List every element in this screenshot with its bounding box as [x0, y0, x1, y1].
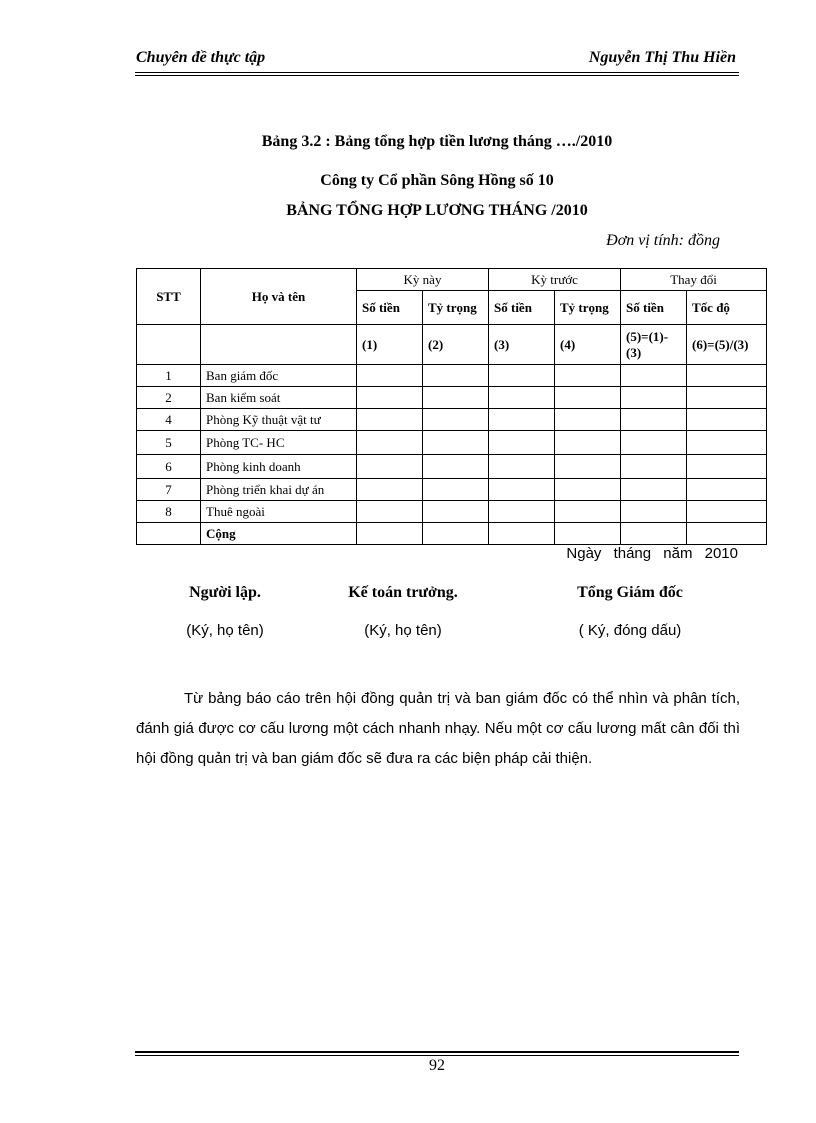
row-stt: 7: [137, 479, 201, 501]
header-rule: [135, 72, 739, 73]
table-row: [137, 409, 767, 431]
row-name: Phòng TC- HC: [201, 431, 357, 455]
row-name: Ban kiểm soát: [201, 387, 357, 409]
group-change: Thay đổi: [621, 269, 767, 291]
sub-amount-previous: Số tiền: [489, 291, 555, 325]
table-row: [137, 501, 767, 523]
row-stt: 5: [137, 431, 201, 455]
group-current-period: Kỳ này: [357, 269, 489, 291]
signature-general-director: Tổng Giám đốc: [577, 584, 683, 601]
signature-note: ( Ký, đóng dấu): [578, 622, 682, 639]
row-name: Phòng kinh doanh: [201, 455, 357, 479]
col-stt: STT: [137, 269, 201, 325]
row-stt: 4: [137, 409, 201, 431]
code-cell: (3): [489, 325, 555, 365]
page-number: 92: [429, 1057, 445, 1074]
signature-preparer: Người lập.: [189, 584, 261, 601]
total-label: Cộng: [201, 523, 357, 545]
row-name: Phòng Kỹ thuật vật tư: [201, 409, 357, 431]
currency-unit: Đơn vị tính: đồng: [606, 232, 720, 249]
sub-amount-current: Số tiền: [357, 291, 423, 325]
row-stt: 2: [137, 387, 201, 409]
header-rule-thin: [135, 75, 739, 76]
footer-rule-thin: [135, 1055, 739, 1056]
table-row: [137, 455, 767, 479]
code-cell: (6)=(5)/(3): [687, 325, 767, 365]
header-author: Nguyễn Thị Thu Hiền: [588, 49, 736, 66]
signature-note: (Ký, họ tên): [186, 622, 264, 639]
code-cell: (2): [423, 325, 489, 365]
header-left-title: Chuyên đề thực tập: [136, 49, 266, 66]
code-cell: (4): [555, 325, 621, 365]
company-name: Công ty Cổ phần Sông Hồng số 10: [320, 172, 554, 189]
row-name: Thuê ngoài: [201, 501, 357, 523]
report-title: BẢNG TỔNG HỢP LƯƠNG THÁNG /2010: [286, 202, 588, 219]
body-paragraph: Từ bảng báo cáo trên hội đồng quản trị và ban giám đốc có thể nhìn và phân tích, đánh giá được cơ cấu lương một cách nhanh nhạy. Nếu một cơ cấu lương mất cân đối thì hội đồng quản trị và ban giám đốc sẽ đưa ra các biện pháp cải thiện.: [136, 690, 740, 767]
row-stt: 6: [137, 455, 201, 479]
row-name: Phòng triển khai dự án: [201, 479, 357, 501]
code-cell: (5)=(1)-(3): [621, 325, 687, 365]
footer-rule: [135, 1051, 739, 1053]
sub-speed-change: Tốc độ: [687, 291, 767, 325]
signature-note: (Ký, họ tên): [364, 622, 442, 639]
code-cell: (1): [357, 325, 423, 365]
table-row: [137, 431, 767, 455]
group-previous-period: Kỳ trước: [489, 269, 621, 291]
table-row: [137, 365, 767, 387]
table-row: [137, 387, 767, 409]
sub-ratio-previous: Tỷ trọng: [555, 291, 621, 325]
row-stt: 8: [137, 501, 201, 523]
payroll-summary-table: [136, 268, 767, 545]
sub-amount-change: Số tiền: [621, 291, 687, 325]
row-stt: 1: [137, 365, 201, 387]
signature-chief-accountant: Kế toán trưởng.: [348, 584, 458, 601]
table-row: [137, 479, 767, 501]
sub-ratio-current: Tỷ trọng: [423, 291, 489, 325]
col-name: Họ và tên: [201, 269, 357, 325]
date-line: Ngày tháng năm 2010: [566, 545, 738, 562]
total-row: [137, 523, 767, 545]
table-caption: Bảng 3.2 : Bảng tổng hợp tiền lương tháng …./2010: [261, 133, 613, 150]
row-name: Ban giám đốc: [201, 365, 357, 387]
